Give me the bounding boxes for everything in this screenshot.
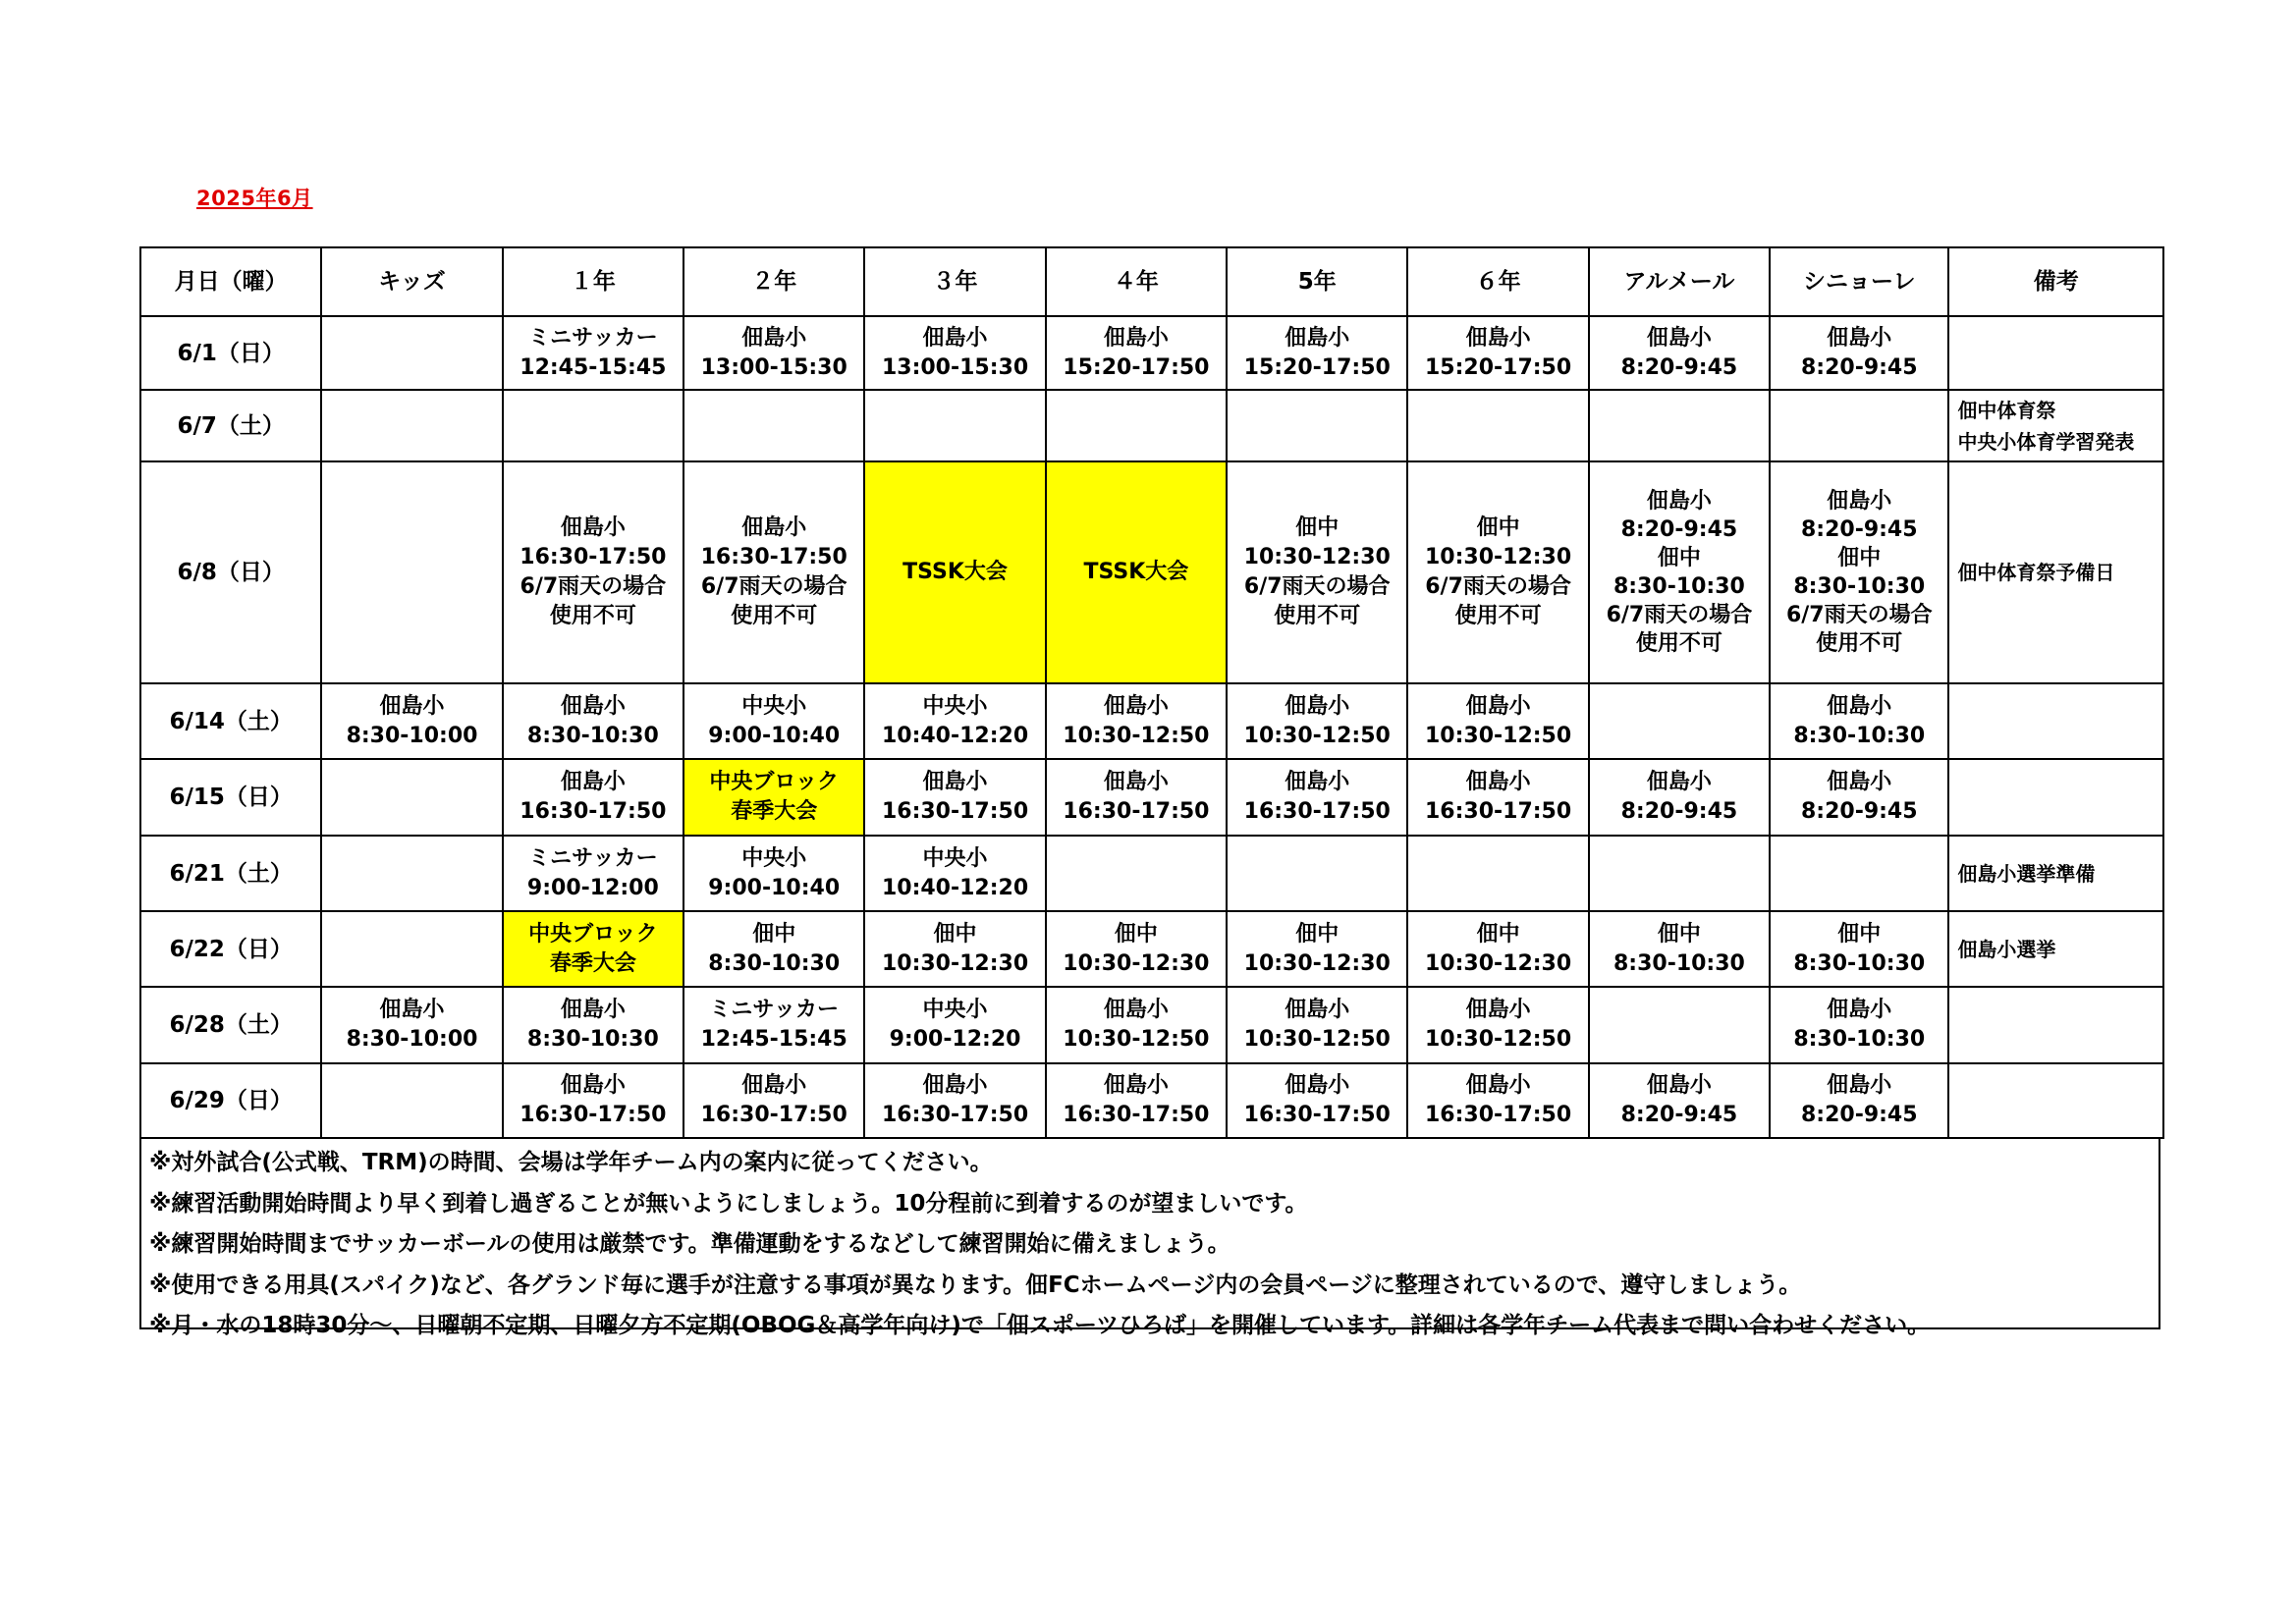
cell-text: 10:30-12:30 <box>881 950 1029 976</box>
cell-text: 佃島小 <box>1103 770 1169 794</box>
cell-text: 8:30-10:30 <box>1793 1027 1926 1052</box>
schedule-cell <box>1046 683 1227 759</box>
notes-box <box>139 1139 2160 1338</box>
cell-text: 佃島小選挙準備 <box>1957 861 2096 886</box>
schedule-cell <box>1589 461 1770 683</box>
cell-text: 10:30-12:30 <box>1243 545 1391 569</box>
schedule-cell <box>864 759 1045 836</box>
column-header: アルメール <box>1589 247 1770 316</box>
schedule-cell <box>321 390 502 461</box>
column-header: 備考 <box>1948 247 2163 316</box>
cell-text: 8:20-9:45 <box>1620 517 1738 542</box>
cell-text: 佃島小 <box>560 1073 626 1098</box>
cell-text: 16:30-17:50 <box>700 545 847 569</box>
schedule-cell <box>864 1063 1045 1138</box>
cell-text: 佃島小 <box>1646 325 1712 351</box>
cell-text: 佃島小 <box>379 998 445 1022</box>
schedule-cell <box>503 1063 683 1138</box>
schedule-cell <box>1046 836 1227 911</box>
cell-text: 中央小 <box>741 845 807 871</box>
cell-text: 佃島小 <box>922 770 988 794</box>
table-row <box>140 461 2163 683</box>
schedule-cell <box>321 836 502 911</box>
schedule-cell <box>864 316 1045 390</box>
cell-text: 6/7雨天の場合 <box>700 574 847 599</box>
cell-text: 佃島小 <box>1827 489 1892 514</box>
date-cell: 6/7（土） <box>140 390 321 461</box>
cell-text: 16:30-17:50 <box>1063 799 1210 824</box>
cell-text: 10:30-12:30 <box>1424 545 1572 569</box>
cell-text: 16:30-17:50 <box>1424 799 1572 824</box>
schedule-cell <box>503 759 683 836</box>
schedule-cell <box>1589 987 1770 1063</box>
cell-text: 佃中 <box>752 921 796 947</box>
cell-text: 佃島小 <box>379 693 445 719</box>
cell-text: 8:30-10:00 <box>346 723 478 748</box>
cell-text: ミニサッカー <box>709 998 839 1022</box>
schedule-cell <box>864 987 1045 1063</box>
cell-text: 8:30-10:30 <box>526 723 659 748</box>
cell-text: 13:00-15:30 <box>881 354 1029 380</box>
schedule-cell <box>1407 390 1588 461</box>
table-row <box>140 390 2163 461</box>
schedule-cell <box>1770 911 1948 987</box>
cell-text: 16:30-17:50 <box>881 799 1029 824</box>
remark-cell <box>1948 759 2163 836</box>
schedule-cell <box>864 390 1045 461</box>
schedule-cell <box>503 390 683 461</box>
cell-text: 佃島小 <box>1285 693 1350 719</box>
schedule-cell <box>1227 759 1407 836</box>
schedule-cell <box>1227 1063 1407 1138</box>
schedule-cell <box>321 683 502 759</box>
column-header: ３年 <box>864 247 1045 316</box>
table-row <box>140 987 2163 1063</box>
cell-text: 使用不可 <box>731 604 818 628</box>
remark-cell <box>1948 683 2163 759</box>
cell-text: 佃島小 <box>741 515 807 540</box>
schedule-body <box>140 316 2163 1138</box>
schedule-cell <box>1589 1063 1770 1138</box>
table-row <box>140 1063 2163 1138</box>
schedule-cell <box>683 390 864 461</box>
schedule-cell <box>683 987 864 1063</box>
column-header: 5年 <box>1227 247 1407 316</box>
schedule-cell <box>683 911 864 987</box>
date-cell: 6/15（日） <box>140 759 321 836</box>
schedule-cell <box>503 836 683 911</box>
note-line: ※月・水の18時30分～、日曜朝不定期、日曜夕方不定期(OBOG＆高学年向け)で「佃スポーツひろば」を開催しています。詳細は各学年チーム代表まで問い合わせください。 <box>149 1313 1931 1338</box>
cell-text: 15:20-17:50 <box>1063 354 1210 380</box>
schedule-cell <box>1227 911 1407 987</box>
schedule-cell <box>1046 390 1227 461</box>
date-cell: 6/14（土） <box>140 683 321 759</box>
cell-text: 佃中 <box>1657 921 1701 947</box>
cell-text: 13:00-15:30 <box>700 354 847 380</box>
cell-text: 佃中 <box>1114 921 1158 947</box>
cell-text: 佃島小 <box>1465 1073 1531 1098</box>
schedule-cell <box>321 759 502 836</box>
date-cell: 6/8（日） <box>140 461 321 683</box>
schedule-cell <box>1407 836 1588 911</box>
cell-text: ミニサッカー <box>528 845 658 871</box>
date-cell: 6/29（日） <box>140 1063 321 1138</box>
cell-text: 中央ブロック <box>709 770 839 794</box>
cell-text: 9:00-12:20 <box>889 1027 1021 1052</box>
schedule-cell <box>683 683 864 759</box>
schedule-cell <box>321 316 502 390</box>
cell-text: 10:30-12:50 <box>1063 1027 1210 1052</box>
schedule-cell <box>503 911 683 987</box>
note-line: ※練習開始時間までサッカーボールの使用は厳禁です。準備運動をするなどして練習開始に備えましょう。 <box>149 1231 1230 1257</box>
note-line: ※使用できる用具(スパイク)など、各グランド毎に選手が注意する事項が異なります。佃FCホームページ内の会員ページに整理されているので、遵守しましょう。 <box>149 1272 1802 1298</box>
column-header: シニョーレ <box>1770 247 1948 316</box>
schedule-cell <box>1407 759 1588 836</box>
cell-text: 中央小 <box>922 998 988 1022</box>
cell-text: 使用不可 <box>1274 604 1361 628</box>
schedule-cell <box>864 461 1045 683</box>
cell-text: 佃中 <box>1657 546 1701 570</box>
schedule-cell <box>321 911 502 987</box>
cell-text: 佃島小 <box>1285 998 1350 1022</box>
table-row <box>140 759 2163 836</box>
schedule-cell <box>1589 316 1770 390</box>
schedule-cell <box>1046 316 1227 390</box>
cell-text: 8:30-10:30 <box>526 1027 659 1052</box>
remark-cell <box>1948 987 2163 1063</box>
table-row <box>140 683 2163 759</box>
schedule-cell <box>1407 987 1588 1063</box>
date-cell: 6/1（日） <box>140 316 321 390</box>
remark-cell <box>1948 316 2163 390</box>
cell-text: 16:30-17:50 <box>519 545 667 569</box>
cell-text: 16:30-17:50 <box>519 799 667 824</box>
cell-text: 12:45-15:45 <box>700 1027 847 1052</box>
column-header: ６年 <box>1407 247 1588 316</box>
cell-text: 使用不可 <box>549 604 636 628</box>
header-row <box>140 247 2163 316</box>
page-title: 2025年6月 <box>196 187 313 210</box>
cell-text: 10:30-12:50 <box>1424 723 1572 748</box>
cell-text: 佃島小 <box>1103 1073 1169 1098</box>
cell-text: 6/7雨天の場合 <box>519 574 667 599</box>
schedule-cell <box>1589 390 1770 461</box>
cell-text: 10:30-12:50 <box>1243 1027 1391 1052</box>
cell-text: 中央ブロック <box>528 921 658 947</box>
schedule-cell <box>1046 911 1227 987</box>
cell-text: 10:40-12:20 <box>881 875 1029 900</box>
schedule-cell <box>1589 683 1770 759</box>
cell-text: 佃島小 <box>560 693 626 719</box>
cell-text: 佃中 <box>1295 921 1339 947</box>
cell-text: 佃島小 <box>1646 1073 1712 1098</box>
cell-text: 佃島小 <box>922 1073 988 1098</box>
note-line: ※練習活動開始時間より早く到着し過ぎることが無いようにしましょう。10分程前に到着するのが望ましいです。 <box>149 1190 1308 1217</box>
cell-text: 8:20-9:45 <box>1620 799 1738 824</box>
cell-text: 春季大会 <box>549 950 636 976</box>
cell-text: 佃島小 <box>1646 489 1712 514</box>
schedule-cell <box>1770 836 1948 911</box>
column-header: ４年 <box>1046 247 1227 316</box>
cell-text: 佃中 <box>1837 921 1882 947</box>
cell-text: 佃島小 <box>922 325 988 351</box>
cell-text: 8:20-9:45 <box>1800 799 1918 824</box>
cell-text: TSSK大会 <box>902 560 1008 584</box>
schedule-cell <box>1770 987 1948 1063</box>
cell-text: 10:30-12:30 <box>1424 950 1572 976</box>
remark-cell <box>1948 390 2163 461</box>
schedule-cell <box>1589 759 1770 836</box>
schedule-cell <box>1407 1063 1588 1138</box>
cell-text: 6/7雨天の場合 <box>1606 603 1753 627</box>
schedule-cell <box>683 461 864 683</box>
cell-text: 6/7雨天の場合 <box>1785 603 1933 627</box>
column-header: キッズ <box>321 247 502 316</box>
cell-text: 16:30-17:50 <box>1243 1103 1391 1127</box>
column-header: 月日（曜） <box>140 247 321 316</box>
cell-text: 佃島小 <box>1465 325 1531 351</box>
schedule-cell <box>1770 390 1948 461</box>
cell-text: 6/7雨天の場合 <box>1243 574 1391 599</box>
schedule-cell <box>1407 461 1588 683</box>
cell-text: 佃島小 <box>1827 693 1892 719</box>
cell-text: 8:30-10:30 <box>1793 723 1926 748</box>
cell-text: 佃中 <box>1837 546 1882 570</box>
schedule-cell <box>1770 316 1948 390</box>
schedule-cell <box>683 316 864 390</box>
cell-text: 中央小 <box>922 693 988 719</box>
schedule-cell <box>321 987 502 1063</box>
cell-text: 佃島小 <box>1103 693 1169 719</box>
cell-text: 中央小 <box>922 845 988 871</box>
cell-text: 16:30-17:50 <box>700 1103 847 1127</box>
schedule-cell <box>1046 759 1227 836</box>
cell-text: 佃中 <box>1295 515 1339 540</box>
schedule-cell <box>683 759 864 836</box>
cell-text: 佃島小選挙 <box>1957 937 2056 961</box>
schedule-cell <box>1407 683 1588 759</box>
remark-cell <box>1948 461 2163 683</box>
schedule-cell <box>321 1063 502 1138</box>
schedule-cell <box>1227 836 1407 911</box>
cell-text: ミニサッカー <box>528 325 658 351</box>
date-cell: 6/28（土） <box>140 987 321 1063</box>
cell-text: 10:30-12:50 <box>1424 1027 1572 1052</box>
remark-cell <box>1948 911 2163 987</box>
cell-text: 16:30-17:50 <box>519 1103 667 1127</box>
cell-text: 8:30-10:30 <box>708 950 841 976</box>
cell-text: 佃島小 <box>741 325 807 351</box>
column-header: ２年 <box>683 247 864 316</box>
schedule-cell <box>683 836 864 911</box>
schedule-cell <box>1770 461 1948 683</box>
cell-text: 8:30-10:30 <box>1613 950 1745 976</box>
cell-text: 16:30-17:50 <box>881 1103 1029 1127</box>
schedule-cell <box>1227 987 1407 1063</box>
cell-text: 9:00-12:00 <box>526 875 659 900</box>
schedule-cell <box>1589 836 1770 911</box>
schedule-cell <box>321 461 502 683</box>
table-row <box>140 316 2163 390</box>
cell-text: 15:20-17:50 <box>1424 354 1572 380</box>
cell-text: 9:00-10:40 <box>708 723 841 748</box>
cell-text: 春季大会 <box>731 799 818 824</box>
schedule-cell <box>1770 683 1948 759</box>
cell-text: 中央小体育学習発表 <box>1957 429 2135 454</box>
cell-text: 8:20-9:45 <box>1800 517 1918 542</box>
cell-text: 佃島小 <box>1827 1073 1892 1098</box>
column-header: １年 <box>503 247 683 316</box>
date-cell: 6/21（土） <box>140 836 321 911</box>
schedule-cell <box>503 316 683 390</box>
cell-text: 佃島小 <box>1285 770 1350 794</box>
cell-text: 10:30-12:50 <box>1243 723 1391 748</box>
cell-text: 15:20-17:50 <box>1243 354 1391 380</box>
schedule-cell <box>864 683 1045 759</box>
cell-text: 中央小 <box>741 693 807 719</box>
note-line: ※対外試合(公式戦、TRM)の時間、会場は学年チーム内の案内に従ってください。 <box>149 1150 993 1175</box>
cell-text: 佃島小 <box>1103 998 1169 1022</box>
schedule-cell <box>503 461 683 683</box>
schedule-cell <box>1227 390 1407 461</box>
schedule-cell <box>864 911 1045 987</box>
cell-text: 10:30-12:30 <box>1063 950 1210 976</box>
cell-text: 佃島小 <box>1827 325 1892 351</box>
cell-text: 8:20-9:45 <box>1620 1103 1738 1127</box>
cell-text: 佃中 <box>1476 515 1520 540</box>
remark-cell <box>1948 836 2163 911</box>
cell-text: 16:30-17:50 <box>1424 1103 1572 1127</box>
cell-text: 10:40-12:20 <box>881 723 1029 748</box>
cell-text: 16:30-17:50 <box>1063 1103 1210 1127</box>
cell-text: 佃中 <box>933 921 977 947</box>
cell-text: 佃島小 <box>1285 325 1350 351</box>
cell-text: 使用不可 <box>1454 604 1542 628</box>
cell-text: 6/7雨天の場合 <box>1425 574 1571 599</box>
cell-text: 佃島小 <box>1465 998 1531 1022</box>
schedule-cell <box>503 987 683 1063</box>
cell-text: 使用不可 <box>1816 631 1903 656</box>
schedule-cell <box>1227 461 1407 683</box>
schedule-table <box>139 246 2164 1139</box>
cell-text: 佃島小 <box>1465 693 1531 719</box>
schedule-cell <box>1046 987 1227 1063</box>
cell-text: 佃島小 <box>560 998 626 1022</box>
cell-text: TSSK大会 <box>1083 560 1189 584</box>
cell-text: 佃島小 <box>1285 1073 1350 1098</box>
cell-text: 8:20-9:45 <box>1800 354 1918 380</box>
cell-text: 佃島小 <box>1646 770 1712 794</box>
schedule-cell <box>1407 911 1588 987</box>
cell-text: 12:45-15:45 <box>519 354 667 380</box>
schedule-cell <box>503 683 683 759</box>
cell-text: 佃島小 <box>560 770 626 794</box>
cell-text: 佃島小 <box>1103 325 1169 351</box>
schedule-cell <box>1046 1063 1227 1138</box>
cell-text: 佃島小 <box>560 515 626 540</box>
cell-text: 10:30-12:50 <box>1063 723 1210 748</box>
cell-text: 8:20-9:45 <box>1800 1103 1918 1127</box>
cell-text: 8:20-9:45 <box>1620 354 1738 380</box>
remark-cell <box>1948 1063 2163 1138</box>
cell-text: 佃島小 <box>1827 998 1892 1022</box>
schedule-cell <box>1407 316 1588 390</box>
cell-text: 佃中体育祭予備日 <box>1957 561 2115 584</box>
schedule-cell <box>683 1063 864 1138</box>
cell-text: 8:30-10:30 <box>1793 574 1926 599</box>
cell-text: 佃島小 <box>741 1073 807 1098</box>
cell-text: 9:00-10:40 <box>708 875 841 900</box>
cell-text: 佃中体育祭 <box>1957 398 2056 422</box>
schedule-cell <box>1770 759 1948 836</box>
cell-text: 10:30-12:30 <box>1243 950 1391 976</box>
cell-text: 16:30-17:50 <box>1243 799 1391 824</box>
cell-text: 佃島小 <box>1827 770 1892 794</box>
cell-text: 8:30-10:00 <box>346 1027 478 1052</box>
table-row <box>140 836 2163 911</box>
cell-text: 8:30-10:30 <box>1793 950 1926 976</box>
schedule-cell <box>1770 1063 1948 1138</box>
schedule-cell <box>1227 316 1407 390</box>
schedule-cell <box>1227 683 1407 759</box>
cell-text: 佃中 <box>1476 921 1520 947</box>
cell-text: 使用不可 <box>1635 631 1722 656</box>
schedule-cell <box>1589 911 1770 987</box>
cell-text: 8:30-10:30 <box>1613 574 1745 599</box>
cell-text: 佃島小 <box>1465 770 1531 794</box>
date-cell: 6/22（日） <box>140 911 321 987</box>
schedule-cell <box>864 836 1045 911</box>
table-row <box>140 911 2163 987</box>
schedule-cell <box>1046 461 1227 683</box>
